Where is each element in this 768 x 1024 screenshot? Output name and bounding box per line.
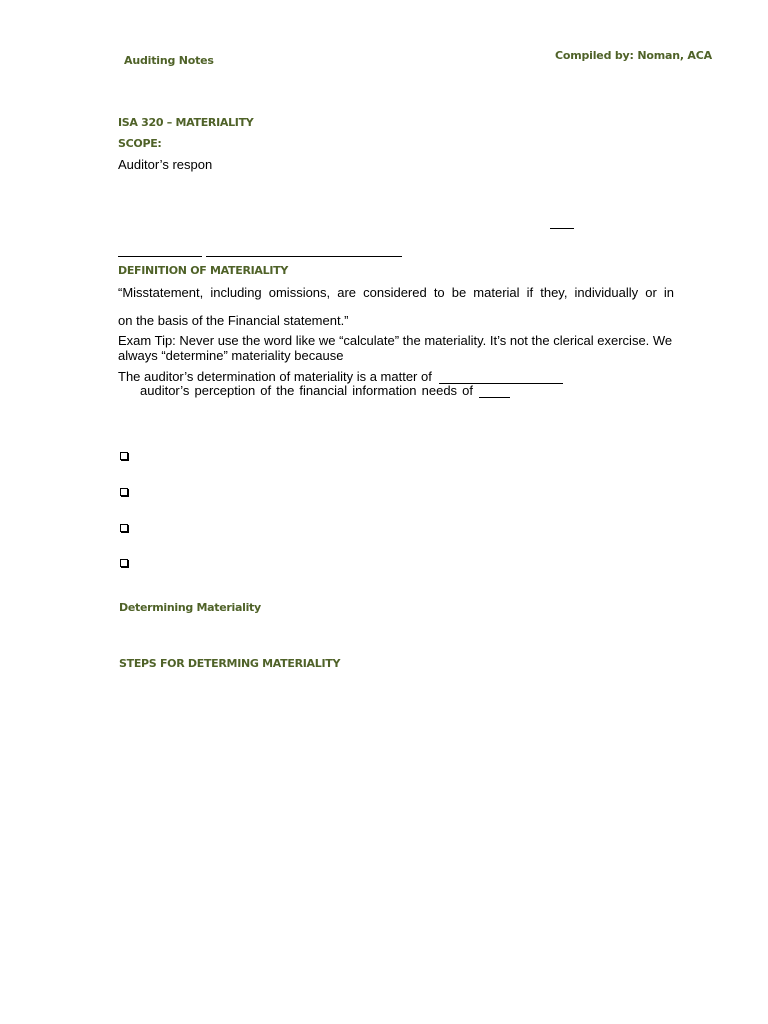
exam-tip-line2: always “determine” materiality because bbox=[118, 348, 344, 363]
steps-heading: STEPS FOR DETERMING MATERIALITY bbox=[119, 657, 341, 670]
scope-heading: SCOPE: bbox=[118, 137, 162, 150]
fill-blank bbox=[206, 256, 402, 257]
isa-title: ISA 320 – MATERIALITY bbox=[118, 116, 254, 129]
checkbox-icon bbox=[120, 559, 128, 567]
fill-blank bbox=[479, 397, 510, 398]
fill-blank bbox=[550, 228, 574, 229]
exam-tip-line1: Exam Tip: Never use the word like we “calculate” the materiality. It’s not the clerical exercise. We bbox=[118, 333, 673, 348]
determination-line2: auditor’s perception of the financial information needs of bbox=[140, 383, 473, 398]
definition-quote-line2: on the basis of the Financial statement.” bbox=[118, 313, 349, 328]
determination-line1: The auditor’s determination of materiality is a matter of bbox=[118, 369, 432, 384]
checkbox-icon bbox=[120, 488, 128, 496]
checkbox-icon bbox=[120, 524, 128, 532]
header-left-title: Auditing Notes bbox=[124, 54, 214, 67]
header-compiled-by: Compiled by: Noman, ACA bbox=[555, 49, 712, 62]
definition-quote-line1: “Misstatement, including omissions, are considered to be material if they, individually or in bbox=[118, 285, 674, 300]
definition-heading: DEFINITION OF MATERIALITY bbox=[118, 264, 288, 277]
checkbox-icon bbox=[120, 452, 128, 460]
fill-blank bbox=[118, 256, 202, 257]
determining-materiality-heading: Determining Materiality bbox=[119, 601, 261, 614]
scope-text: Auditor’s respon bbox=[118, 157, 213, 172]
